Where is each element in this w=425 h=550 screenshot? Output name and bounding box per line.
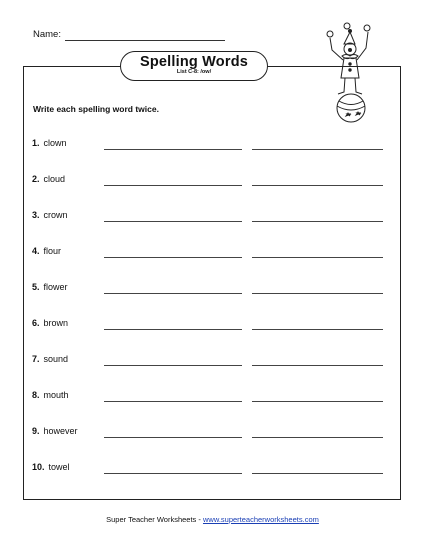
name-blank-line[interactable]: [65, 40, 225, 41]
footer-text: Super Teacher Worksheets -: [106, 515, 203, 524]
worksheet-title: Spelling Words: [139, 54, 249, 70]
writing-line-first[interactable]: [104, 149, 242, 150]
writing-line-second[interactable]: [252, 293, 383, 294]
word-number: 1.: [32, 138, 40, 148]
writing-line-second[interactable]: [252, 365, 383, 366]
spelling-word: cloud: [43, 174, 66, 184]
title-banner: [120, 51, 268, 81]
writing-line-second[interactable]: [252, 257, 383, 258]
word-row: [32, 174, 392, 188]
list-subtitle: List C-8: /ow/: [176, 69, 212, 75]
word-row: [32, 282, 392, 296]
writing-line-first[interactable]: [104, 185, 242, 186]
word-row: [32, 210, 392, 224]
writing-line-first[interactable]: [104, 257, 242, 258]
writing-line-first[interactable]: [104, 293, 242, 294]
spelling-word: flour: [43, 246, 62, 256]
word-row: [32, 246, 392, 260]
spelling-word: flower: [43, 282, 68, 292]
word-number: 10.: [32, 462, 45, 472]
word-number: 3.: [32, 210, 40, 220]
juggling-clown-on-ball-icon: [322, 22, 384, 124]
footer-link[interactable]: www.superteacherworksheets.com: [202, 515, 319, 524]
word-number: 9.: [32, 426, 40, 436]
word-row: [32, 354, 392, 368]
word-number: 6.: [32, 318, 40, 328]
spelling-word: crown: [43, 210, 68, 220]
word-row: [32, 318, 392, 332]
word-number: 4.: [32, 246, 40, 256]
spelling-word: towel: [48, 462, 70, 472]
spelling-word: brown: [43, 318, 69, 328]
writing-line-first[interactable]: [104, 221, 242, 222]
writing-line-second[interactable]: [252, 149, 383, 150]
writing-line-first[interactable]: [104, 437, 242, 438]
spelling-word: mouth: [43, 390, 69, 400]
word-row: [32, 138, 392, 152]
instructions-text: Write each spelling word twice.: [33, 104, 159, 114]
spelling-word: clown: [43, 138, 67, 148]
writing-line-first[interactable]: [104, 365, 242, 366]
footer: [0, 515, 425, 524]
word-row: [32, 390, 392, 404]
word-row: [32, 426, 392, 440]
writing-line-second[interactable]: [252, 473, 383, 474]
word-number: 8.: [32, 390, 40, 400]
word-number: 5.: [32, 282, 40, 292]
word-number: 2.: [32, 174, 40, 184]
name-label: Name:: [33, 29, 61, 40]
writing-line-first[interactable]: [104, 401, 242, 402]
word-number: 7.: [32, 354, 40, 364]
writing-line-first[interactable]: [104, 473, 242, 474]
writing-line-second[interactable]: [252, 437, 383, 438]
writing-line-second[interactable]: [252, 221, 383, 222]
writing-line-second[interactable]: [252, 185, 383, 186]
spelling-word: however: [43, 426, 78, 436]
writing-line-first[interactable]: [104, 329, 242, 330]
spelling-word: sound: [43, 354, 69, 364]
word-row: [32, 462, 392, 476]
writing-line-second[interactable]: [252, 401, 383, 402]
writing-line-second[interactable]: [252, 329, 383, 330]
